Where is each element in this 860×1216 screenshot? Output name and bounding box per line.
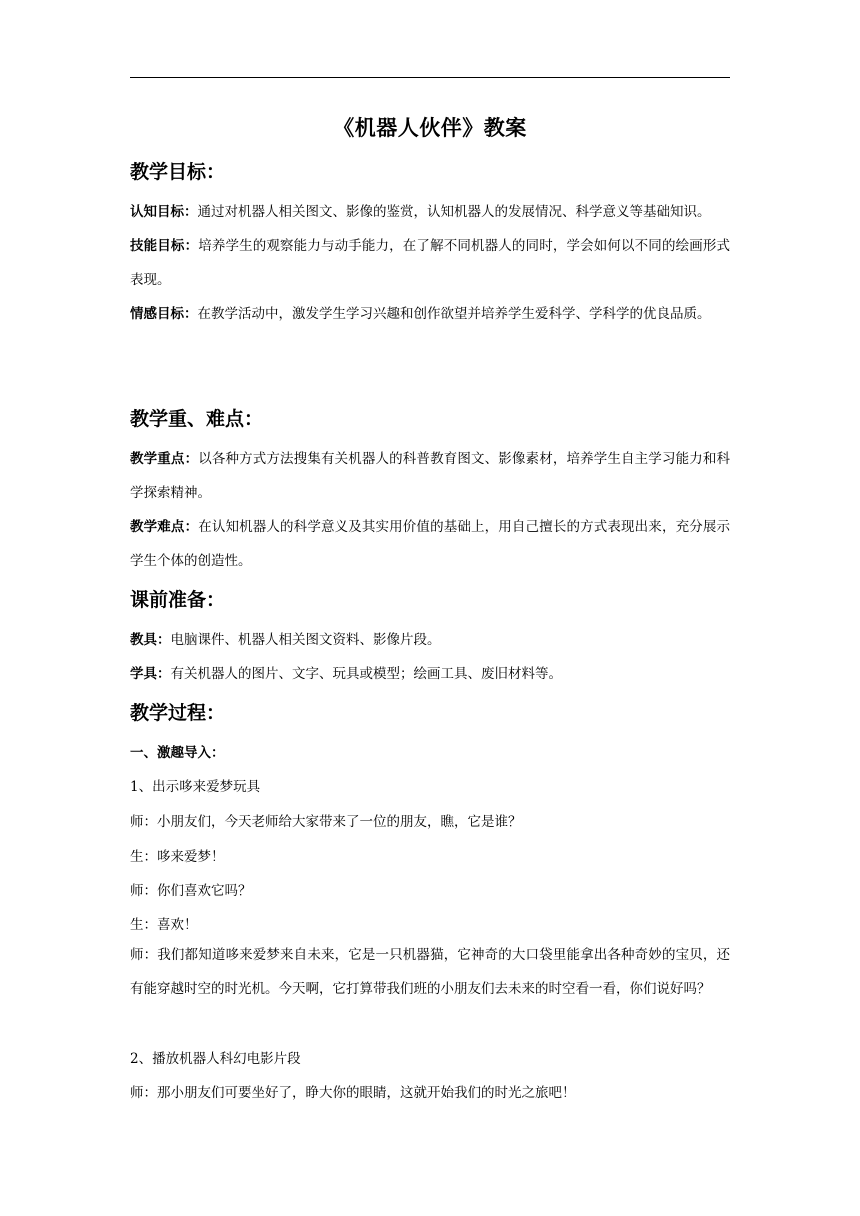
- process-line: 师：我们都知道哆来爱梦来自未来，它是一只机器猫，它神奇的大口袋里能拿出各种奇妙的宝贝，还有能穿越时空的时光机。今天啊，它打算带我们班的小朋友们去未来的时空看一看，你们说好吗？: [130, 947, 730, 997]
- preparation-list: [130, 623, 730, 691]
- objective-text: 在教学活动中，激发学生学习兴趣和创作欲望并培养学生爱科学、学科学的优良品质。: [197, 306, 711, 322]
- key-point-difficulty: 教学难点：在认知机器人的科学意义及其实用价值的基础上，用自己擅长的方式表现出来，充分展示学生个体的创造性。: [130, 519, 731, 569]
- process-line: 师：那小朋友们可要坐好了，睁大你的眼睛，这就开始我们的时光之旅吧！: [130, 1085, 576, 1101]
- header-rule: [130, 77, 730, 78]
- objectives-list: [130, 195, 730, 331]
- key-point-text: 在认知机器人的科学意义及其实用价值的基础上，用自己擅长的方式表现出来，充分展示学生个体的创造性。: [130, 519, 731, 569]
- preparation-label: 学具: [130, 666, 157, 682]
- process-line: 1、出示哆来爱梦玩具: [130, 779, 261, 795]
- process-line: 师：你们喜欢它吗？: [130, 883, 252, 899]
- document-title: 《机器人伙伴》教案: [333, 115, 527, 140]
- section-heading-key-points: 教学重、难点：: [130, 408, 264, 430]
- process-paragraph: [130, 938, 730, 1006]
- objective-cognitive: 认知目标：通过对机器人相关图文、影像的鉴赏，认知机器人的发展情况、科学意义等基础知识。: [130, 204, 711, 220]
- objective-label: 认知目标: [130, 204, 184, 220]
- key-point-focus: 教学重点：以各种方式方法搜集有关机器人的科普教育图文、影像素材，培养学生自主学习能力和科学探索精神。: [130, 451, 731, 501]
- process-line: 师：小朋友们，今天老师给大家带来了一位的朋友，瞧，它是谁？: [130, 814, 522, 830]
- preparation-text: 有关机器人的图片、文字、玩具或模型；绘画工具、废旧材料等。: [170, 666, 562, 682]
- key-point-label: 教学重点: [130, 451, 185, 467]
- process-line: 2、播放机器人科幻电影片段: [130, 1051, 301, 1067]
- section-heading-preparation: 课前准备：: [130, 589, 226, 611]
- objective-text: 培养学生的观察能力与动手能力，在了解不同机器人的同时，学会如何以不同的绘画形式表现。: [130, 238, 731, 288]
- preparation-label: 教具: [130, 632, 157, 648]
- preparation-teacher-tools: 教具：电脑课件、机器人相关图文资料、影像片段。: [130, 632, 441, 648]
- objective-label: 技能目标: [130, 238, 185, 254]
- key-points-list: [130, 442, 730, 578]
- objective-text: 通过对机器人相关图文、影像的鉴赏，认知机器人的发展情况、科学意义等基础知识。: [197, 204, 711, 220]
- objective-emotion: 情感目标：在教学活动中，激发学生学习兴趣和创作欲望并培养学生爱科学、学科学的优良品质。: [130, 306, 711, 322]
- preparation-student-tools: 学具：有关机器人的图片、文字、玩具或模型；绘画工具、废旧材料等。: [130, 666, 562, 682]
- key-point-text: 以各种方式方法搜集有关机器人的科普教育图文、影像素材，培养学生自主学习能力和科学探索精神。: [130, 451, 731, 501]
- objective-skill: 技能目标：培养学生的观察能力与动手能力，在了解不同机器人的同时，学会如何以不同的绘画形式表现。: [130, 238, 731, 288]
- document-page: [130, 0, 730, 1216]
- process-line: 生：喜欢！: [130, 917, 198, 933]
- process-subheading: 一、激趣导入：: [130, 745, 225, 761]
- section-heading-objectives: 教学目标：: [130, 161, 226, 183]
- objective-label: 情感目标: [130, 306, 184, 322]
- section-heading-process: 教学过程：: [130, 702, 226, 724]
- preparation-text: 电脑课件、机器人相关图文资料、影像片段。: [170, 632, 441, 648]
- process-line: 生：哆来爱梦！: [130, 849, 225, 865]
- key-point-label: 教学难点: [130, 519, 185, 535]
